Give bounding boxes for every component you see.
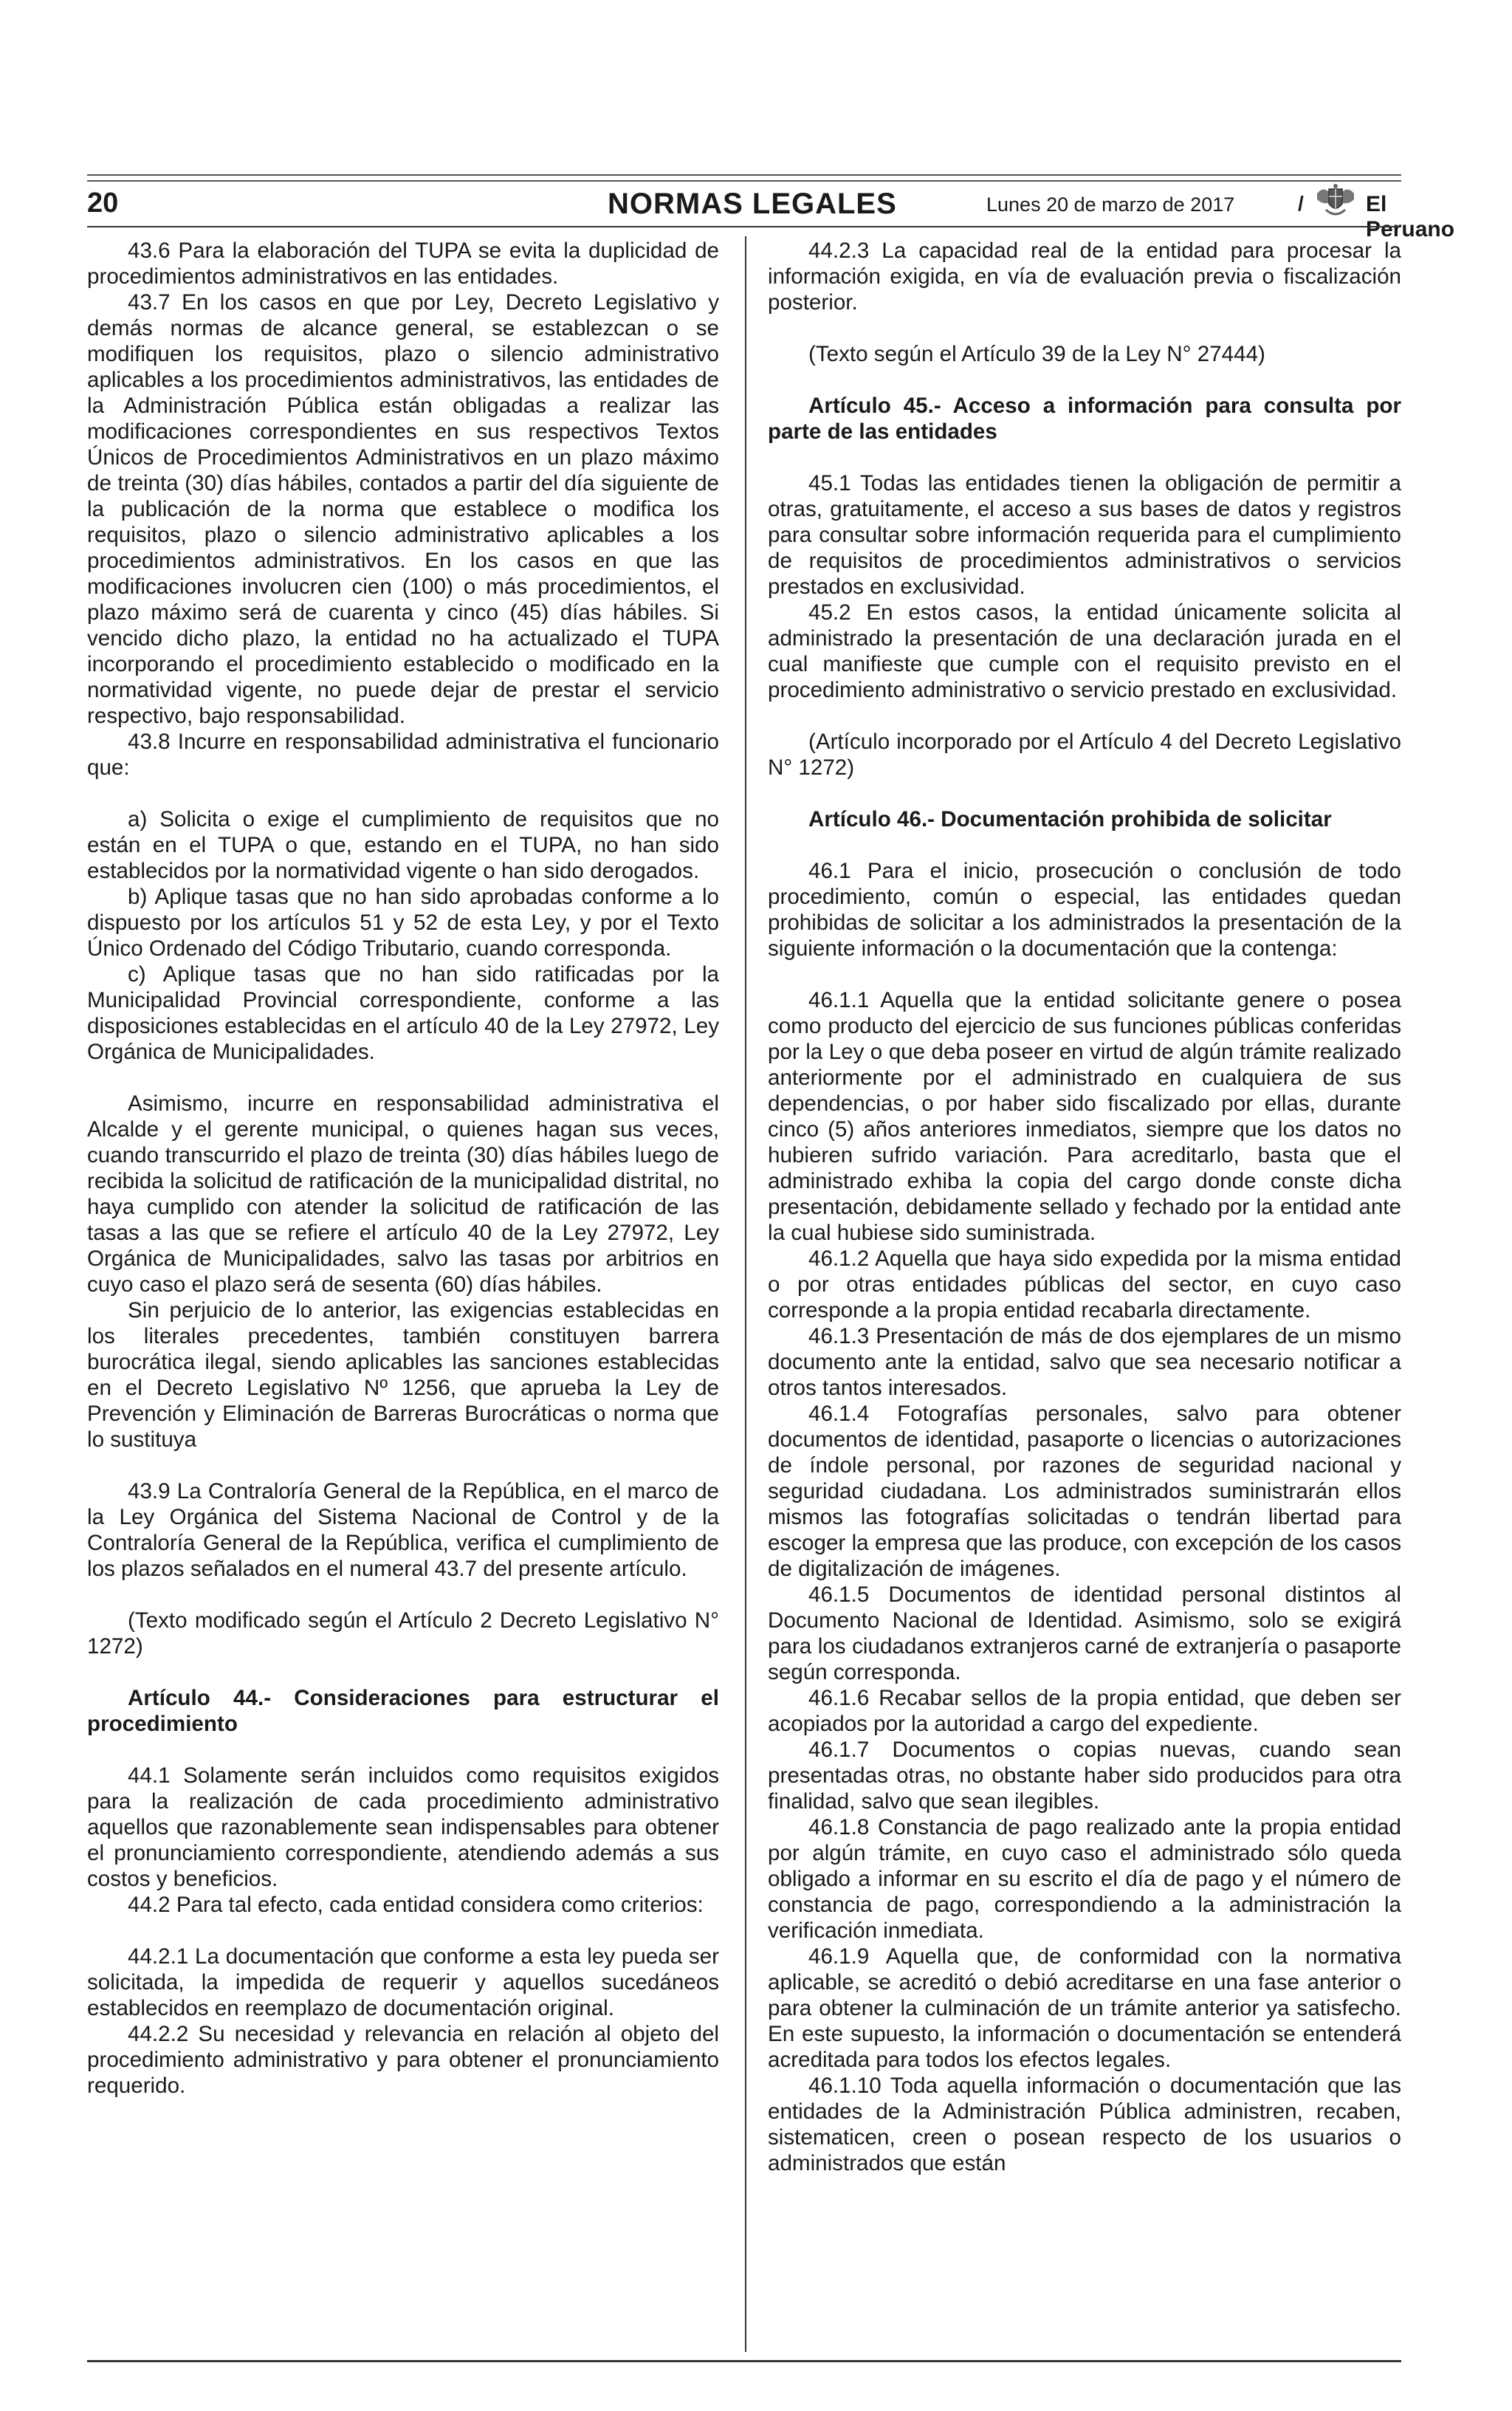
paragraph: (Texto según el Artículo 39 de la Ley N° 27444) <box>808 342 1265 366</box>
paragraph: 46.1.6 Recabar sellos de la propia entidad, que deben ser acopiados por la autoridad a cargo del expediente. <box>768 1686 1401 1736</box>
paragraph: 43.7 En los casos en que por Ley, Decreto Legislativo y demás normas de alcance general, se establezcan o se modifiquen los requisitos, plazo o silencio administrativo aplicables a los procedimientos administrativos, las entidades de la Administración Pública están obligadas a realizar las modificaciones correspondientes en sus respectivos Textos Únicos de Procedimientos Administrativos en un plazo máximo de treinta (30) días hábiles, contados a partir del día siguiente de la publicación de la norma que establece o modifica los requisitos, plazo o silencio administrativo aplicables a los procedimientos administrativos. En los casos en que las modificaciones involucren cien (100) o más procedimientos, el plazo máximo será de cuarenta y cinco (45) días hábiles. Si vencido dicho plazo, la entidad no ha actualizado el TUPA incorporando el procedimiento establecido o modificado en la normatividad vigente, no puede dejar de prestar el servicio respectivo, bajo responsabilidad. <box>87 290 719 728</box>
paragraph: 46.1.2 Aquella que haya sido expedida por la misma entidad o por otras entidades públicas del sector, en cuyo caso corresponde a la propia entidad recabarla directamente. <box>768 1246 1401 1323</box>
top-rule-inner <box>87 180 1401 182</box>
paragraph: 44.2.3 La capacidad real de la entidad para procesar la información exigida, en vía de evaluación previa o fiscalización posterior. <box>768 239 1401 315</box>
paragraph: 43.6 Para la elaboración del TUPA se evita la duplicidad de procedimientos administrativos en las entidades. <box>87 239 719 289</box>
paragraph: 45.1 Todas las entidades tienen la obligación de permitir a otras, gratuitamente, el acceso a sus bases de datos y registros para consultar sobre información requerida para el cumplimiento de requisitos de procedimientos administrativos o servicios prestados en exclusividad. <box>768 471 1401 599</box>
paragraph: (Texto modificado según el Artículo 2 Decreto Legislativo N° 1272) <box>87 1608 719 1659</box>
paragraph: 44.2 Para tal efecto, cada entidad considera como criterios: <box>128 1893 704 1917</box>
paragraph: 46.1.5 Documentos de identidad personal distintos al Documento Nacional de Identidad. Asimismo, solo se exigirá para los ciudadanos extranjeros carné de extranjería o pasaporte según corresponda. <box>768 1582 1401 1684</box>
paragraph: 46.1.3 Presentación de más de dos ejemplares de un mismo documento ante la entidad, salvo que sea necesario notificar a otros tantos interesados. <box>768 1324 1401 1400</box>
paragraph: c) Aplique tasas que no han sido ratificadas por la Municipalidad Provincial correspondiente, conforme a las disposiciones establecidas en el artículo 40 de la Ley 27972, Ley Orgánica de Municipalidades. <box>87 962 719 1064</box>
publication-name: El Peruano <box>1366 192 1455 241</box>
paragraph: b) Aplique tasas que no han sido aprobadas conforme a lo dispuesto por los artículos 51 y 52 de esta Ley, y por el Texto Único Ordenado del Código Tributario, cuando corresponda. <box>87 885 719 961</box>
paragraph: 43.9 La Contraloría General de la República, en el marco de la Ley Orgánica del Sistema Nacional de Control y de la Contraloría General de la República, verifica el cumplimiento de los plazos señalados en el numeral 43.7 del presente artículo. <box>87 1479 719 1581</box>
paragraph: 46.1.4 Fotografías personales, salvo para obtener documentos de identidad, pasaporte o licencias o autorizaciones de índole personal, por razones de seguridad nacional y seguridad ciudadana. Los administrados suministrarán ellos mismos las fotografías solicitadas o tendrán libertad para escoger la empresa que las produce, con excepción de los casos de digitalización de imágenes. <box>768 1402 1401 1581</box>
paragraph: 43.8 Incurre en responsabilidad administrativa el funcionario que: <box>87 730 719 780</box>
right-column <box>768 238 1401 2176</box>
article-heading: Artículo 44.- Consideraciones para estructurar el procedimiento <box>87 1686 719 1736</box>
paragraph: Asimismo, incurre en responsabilidad administrativa el Alcalde y el gerente municipal, o quienes hagan sus veces, cuando transcurrido el plazo de treinta (30) días hábiles luego de recibida la solicitud de ratificación de la municipalidad distrital, no haya cumplido con atender la solicitud de ratificación de las tasas a las que se refiere el artículo 40 de la Ley 27972, Ley Orgánica de Municipalidades, salvo las tasas por arbitrios en cuyo caso el plazo será de sesenta (60) días hábiles. <box>87 1091 719 1297</box>
paragraph: 46.1.7 Documentos o copias nuevas, cuando sean presentadas otras, no obstante haber sido producidos para otra finalidad, salvo que sean ilegibles. <box>768 1738 1401 1814</box>
article-heading: Artículo 46.- Documentación prohibida de solicitar <box>808 807 1332 831</box>
paragraph: a) Solicita o exige el cumplimiento de requisitos que no están en el TUPA o que, estando en el TUPA, no han sido establecidos por la normatividad vigente o han sido derogados. <box>87 807 719 883</box>
coat-of-arms-icon <box>1313 183 1358 220</box>
top-rule <box>87 174 1401 176</box>
paragraph: 45.2 En estos casos, la entidad únicamente solicita al administrado la presentación de una declaración jurada en el cual manifieste que cumple con el requisito previsto en el procedimiento administrativo o servicio prestado en exclusividad. <box>768 600 1401 702</box>
paragraph: 44.1 Solamente serán incluidos como requisitos exigidos para la realización de cada procedimiento administrativo aquellos que razonablemente sean indispensables para obtener el pronunciamiento correspondiente, atendiendo además a sus costos y beneficios. <box>87 1763 719 1891</box>
paragraph: 44.2.1 La documentación que conforme a esta ley pueda ser solicitada, la impedida de requerir y aquellos sucedáneos establecidos en reemplazo de documentación original. <box>87 1944 719 2020</box>
header-separator: / <box>1298 192 1304 215</box>
paragraph: 44.2.2 Su necesidad y relevancia en relación al objeto del procedimiento administrativo y para obtener el pronunciamiento requerido. <box>87 2022 719 2098</box>
paragraph: Sin perjuicio de lo anterior, las exigencias establecidas en los literales precedentes, también constituyen barrera burocrática ilegal, siendo aplicables las sanciones establecidas en el Decreto Legislativo Nº 1256, que aprueba la Ley de Prevención y Eliminación de Barreras Burocráticas o norma que lo sustituya <box>87 1298 719 1452</box>
page-header <box>87 188 1455 241</box>
paragraph: 46.1 Para el inicio, prosecución o conclusión de todo procedimiento, común o especial, las entidades quedan prohibidas de solicitar a los administrados la presentación de la siguiente información o la documentación que la contenga: <box>768 859 1401 961</box>
paragraph: 46.1.9 Aquella que, de conformidad con la normativa aplicable, se acreditó o debió acreditarse en una fase anterior o para obtener la culminación de un trámite anterior ya satisfecho. En este supuesto, la información o documentación se entenderá acreditada para todos los efectos legales. <box>768 1944 1401 2072</box>
paragraph: (Artículo incorporado por el Artículo 4 del Decreto Legislativo N° 1272) <box>768 730 1401 780</box>
page-number: 20 <box>87 188 119 219</box>
section-title: NORMAS LEGALES <box>608 188 897 220</box>
paragraph: 46.1.10 Toda aquella información o documentación que las entidades de la Administración Pública administren, recaben, sistematicen, creen o posean respecto de los usuarios o administrados que están <box>768 2074 1401 2175</box>
header-rule <box>87 226 1401 227</box>
left-column <box>87 238 719 2099</box>
article-heading: Artículo 45.- Acceso a información para consulta por parte de las entidades <box>768 394 1401 444</box>
bottom-rule <box>87 2360 1401 2362</box>
paragraph: 46.1.8 Constancia de pago realizado ante la propia entidad por algún trámite, en cuyo caso el administrado sólo queda obligado a informar en su escrito el día de pago y el número de constancia de pago, correspondiendo a la administración la verificación inmediata. <box>768 1815 1401 1943</box>
issue-date: Lunes 20 de marzo de 2017 <box>986 193 1235 216</box>
column-divider <box>745 236 746 2352</box>
paragraph: 46.1.1 Aquella que la entidad solicitante genere o posea como producto del ejercicio de sus funciones públicas conferidas por la Ley o que deba poseer en virtud de algún trámite realizado anteriormente por el administrado en cualquiera de sus dependencias, o por haber sido fiscalizado por ellas, durante cinco (5) años anteriores inmediatos, siempre que los datos no hubieren sufrido variación. Para acreditarlo, basta que el administrado exhiba la copia del cargo donde conste dicha presentación, debidamente sellado y fechado por la entidad ante la cual hubiese sido suministrada. <box>768 988 1401 1245</box>
